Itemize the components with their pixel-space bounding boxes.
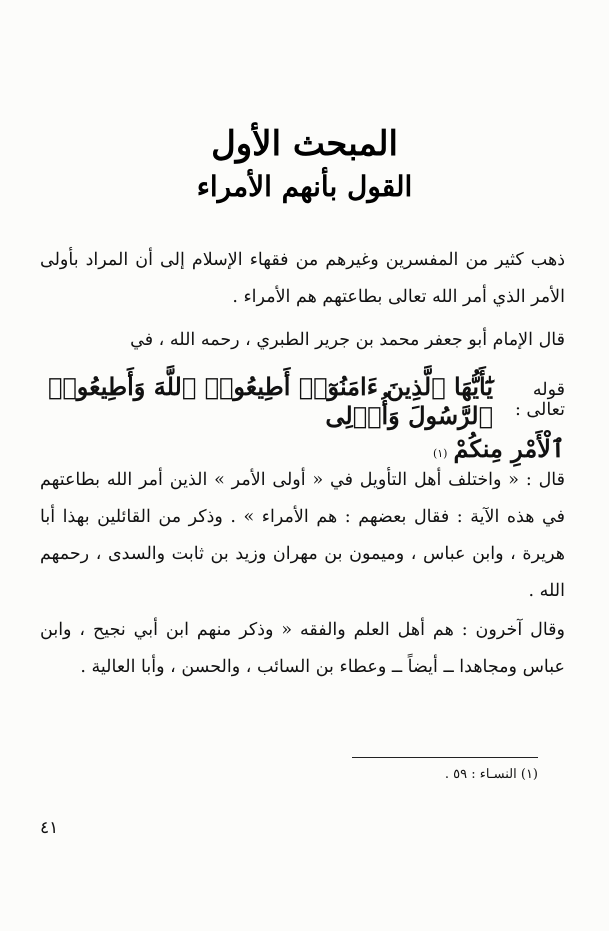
footnote: (١) النسـاء : ٥٩ . bbox=[444, 767, 538, 782]
quran-verse-part-2: ٱلْأَمْرِ مِنكُمْ bbox=[453, 434, 565, 463]
footnote-divider bbox=[352, 757, 538, 758]
quran-verse-part-1: يَٰٓأَيُّهَا ٱلَّذِينَ ءَامَنُوٓا۟ أَطِيعُوا۟ ٱللَّهَ وَأَطِيعُوا۟ ٱلرَّسُولَ وَأُو۟لِى bbox=[47, 372, 494, 430]
paragraph-2: قال الإمام أبو جعفر محمد بن جرير الطبري ، رحمه الله ، في bbox=[130, 330, 565, 350]
paragraph-4: وقال آخرون : هم أهل العلم والفقه « وذكر منهم ابن أبي نجيح ، وابن عباس ومجاهدا ــ أيضاً ــ وعطاء بن السائب ، والحسن ، وأبا العالية . bbox=[40, 620, 565, 677]
chapter-title: المبحث الأول bbox=[211, 124, 398, 164]
paragraph-1: ذهب كثير من المفسرين وغيرهم من فقهاء الإسلام إلى أن المراد بأولى الأمر الذي أمر الله تعالى بطاعتهم هم الأمراء . bbox=[40, 250, 565, 307]
verse-line-2 bbox=[40, 434, 565, 463]
page-number: ٤١ bbox=[40, 818, 59, 838]
quran-verse-block bbox=[40, 372, 565, 463]
footnote-reference: (١) bbox=[432, 447, 448, 460]
verse-intro: قوله تعالى : bbox=[514, 380, 565, 420]
chapter-subtitle: القول بأنهم الأمراء bbox=[196, 170, 413, 203]
paragraph-3: قال : « واختلف أهل التأويل في « أولى الأمر » الذين أمر الله بطاعتهم في هذه الآية : فقال بعضهم : هم الأمراء » . وذكر من القائلين بهذا أبا هريرة ، وابن عباس ، وميمون بن مهران وزيد بن ثابت والسدى ، رحمهم الله . bbox=[40, 470, 565, 601]
verse-line-1 bbox=[40, 372, 565, 430]
